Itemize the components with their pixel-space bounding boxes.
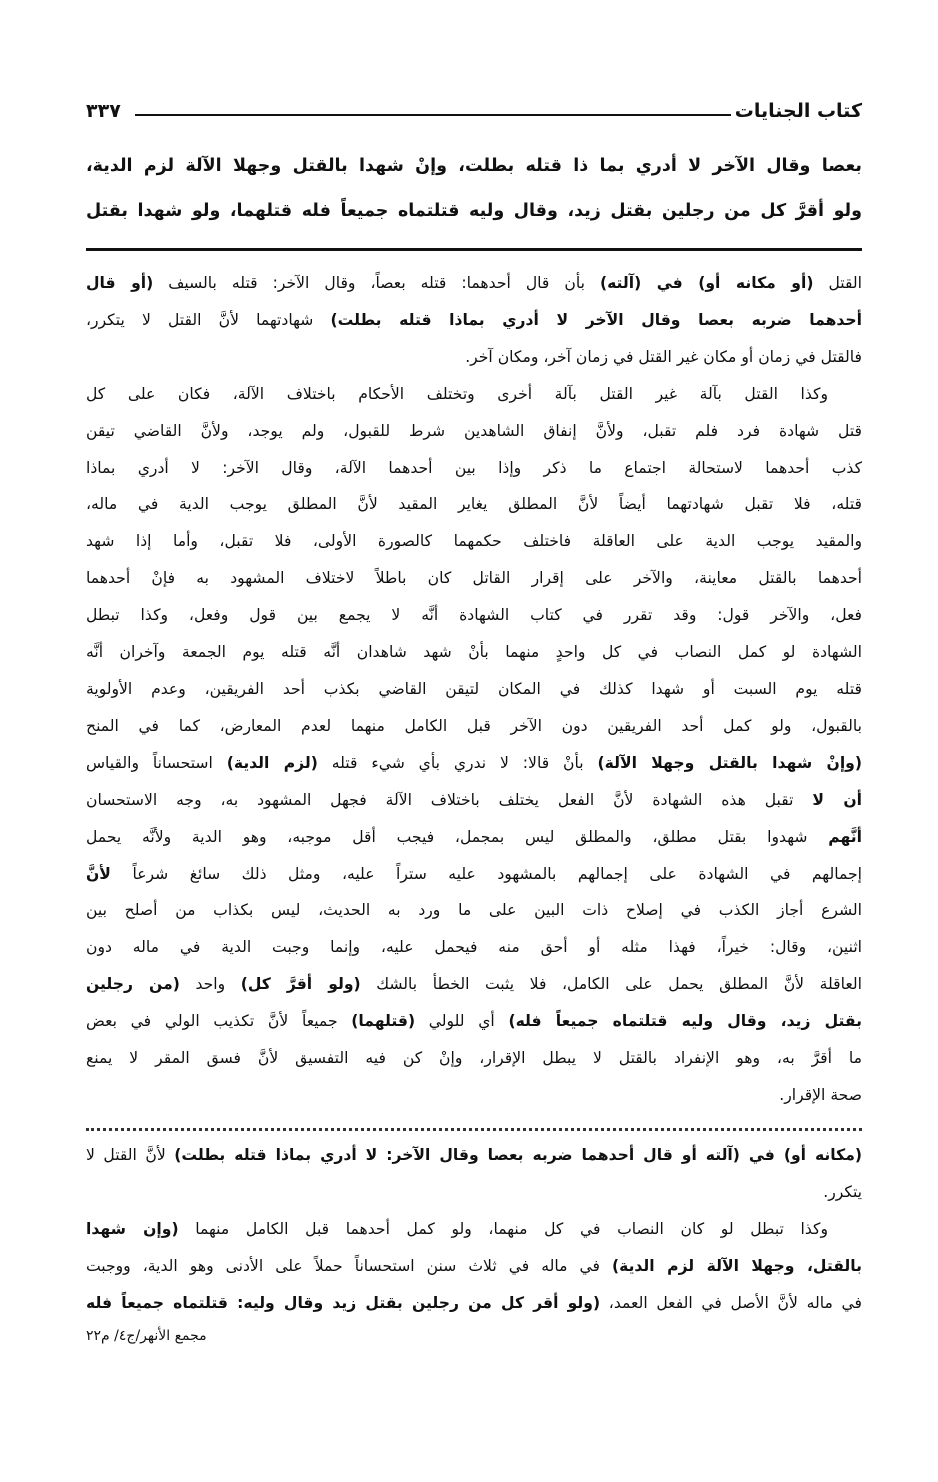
text-segment: قتله، فلا تقبل شهادتهما أيضاً لأنَّ المطلق يغاير المقيد لأنَّ المطلق يوجب الدية في ماله، <box>86 495 862 514</box>
text-segment: أي للولي <box>415 1012 509 1031</box>
text-line <box>86 1003 862 1040</box>
text-segment: بالقبول، ولو كمل أحد الفريقين دون الآخر قبل الكامل منهما لعدم المعارض، كما في المنح <box>86 716 862 735</box>
text-line <box>86 634 862 671</box>
text-segment: العاقلة لأنَّ المطلق يحمل على الكامل، فلا يثبت الخطأ بالشك <box>360 975 862 994</box>
text-line <box>86 189 862 234</box>
bold-text-segment: لأنَّ <box>86 864 111 883</box>
bold-text-segment: (لزم الدية) <box>226 753 318 772</box>
signature-footer <box>86 1328 862 1344</box>
text-segment: شهادتهما لأنَّ القتل لا يتكرر، <box>86 310 331 329</box>
text-line <box>86 339 862 376</box>
bold-text-segment: (ولو أقر كل من رجلين بقتل زيد وقال وليه: قتلتماه جميعاً فله <box>86 1293 601 1312</box>
text-line <box>86 819 862 856</box>
text-segment: بعصا وقال الآخر لا أدري بما ذا قتله بطلت، وإنْ شهدا بالقتل وجهلا الآلة لزم الدية، <box>86 156 862 176</box>
text-line <box>86 265 862 302</box>
commentary-text <box>86 265 862 1114</box>
bold-text-segment: أن لا <box>812 790 862 809</box>
text-segment: استحساناً والقياس <box>86 753 227 772</box>
text-line <box>86 1077 862 1114</box>
signature-mark: مجمع الأنهر/ج٤/ م٢٢ <box>86 1327 207 1344</box>
bold-text-segment: أحدهما ضربه بعصا وقال الآخر لا أدري بماذا قتله بطلت) <box>330 310 862 329</box>
bold-text-segment: بقتل زيد، وقال وليه قتلتماه جميعاً فله) <box>508 1012 862 1031</box>
text-line <box>86 1040 862 1077</box>
text-segment: يتكرر. <box>823 1182 862 1201</box>
bold-text-segment: أنَّهم <box>828 827 862 846</box>
text-segment: قتله يوم السبت أو شهدا كذلك في المكان لتيقن القاضي بكذب أحد الفريقين، وعدم الأولوية <box>86 679 862 698</box>
text-segment: إجمالهم في الشهادة على إجمالهم بالمشهود عليه ستراً عليه، ومثل ذلك سائغ شرعاً <box>110 864 862 883</box>
text-segment: الشرع أجاز الكذب في إصلاح ذات البين على ما ورد به الحديث، ليس بكذاب من أصلح بين <box>86 901 862 920</box>
text-line <box>86 892 862 929</box>
section-divider <box>86 248 862 251</box>
text-segment: لأنَّ القتل لا <box>86 1145 175 1164</box>
page-number: ٣٣٧ <box>86 100 121 122</box>
text-line <box>86 745 862 782</box>
text-segment: فالقتل في زمان أو مكان غير القتل في زمان آخر، ومكان آخر. <box>465 347 862 366</box>
text-segment: قتل شهادة فرد فلم تقبل، ولأنَّ إنفاق الشاهدين شرط للقبول، ولم يوجد، ولأنَّ القاضي تيقن <box>86 421 862 440</box>
text-line <box>86 1211 862 1248</box>
header-rule <box>135 114 731 116</box>
text-line <box>86 523 862 560</box>
text-line <box>86 486 862 523</box>
text-segment: في ماله لأنَّ الأصل في الفعل العمد، <box>600 1293 862 1312</box>
text-line <box>86 782 862 819</box>
bold-text-segment: (وإنْ شهدا بالقتل وجهلا الآلة) <box>597 753 862 772</box>
text-segment: واحد <box>179 975 241 994</box>
text-segment: تقبل هذه الشهادة لأنَّ الفعل يختلف باختلاف الآلة فجهل المشهود به، وجه الاستحسان <box>86 790 813 809</box>
bold-text-segment: (مكانه أو) في (آلته أو قال أحدهما ضربه بعصا وقال الآخر: لا أدري بماذا قتله بطلت) <box>174 1145 862 1164</box>
text-line <box>86 144 862 189</box>
bold-text-segment: (أو مكانه أو) في (آلته) <box>599 274 814 292</box>
book-page <box>86 92 862 1344</box>
text-segment: وكذا القتل بآلة غير القتل بآلة أخرى وتختلف الأحكام باختلاف الآلة، فكان على كل <box>86 384 828 403</box>
text-segment: بأن قال أحدهما: قتله بعصاً، وقال الآخر: قتله بالسيف <box>153 274 600 292</box>
text-line <box>86 302 862 339</box>
text-segment: ولو أقرَّ كل من رجلين بقتل زيد، وقال وليه قتلتماه جميعاً فله قتلهما، ولو شهدا بقتل <box>86 201 862 221</box>
secondary-commentary-text <box>86 1137 862 1322</box>
bold-text-segment: بالقتل، وجهلا الآلة لزم الدية) <box>611 1256 862 1275</box>
bold-text-segment: (أو قال <box>86 274 154 292</box>
bold-text-segment: (ولو أقرَّ كل) <box>240 975 361 994</box>
running-header <box>86 92 862 122</box>
text-segment: اثنين، وقال: خيراً، فهذا مثله أو أحق منه فيحمل عليه، وإنما وجبت الدية في ماله دون <box>86 938 862 957</box>
text-line <box>86 560 862 597</box>
text-segment: أحدهما بالقتل معاينة، والآخر على إقرار القاتل كان باطلاً لاختلاف المشهود به فإنْ أحدهما <box>86 569 862 588</box>
text-line <box>86 856 862 893</box>
text-line <box>86 671 862 708</box>
bold-text-segment: (من رجلين <box>86 975 180 994</box>
text-segment: صحة الإقرار. <box>779 1085 862 1104</box>
bold-text-segment: (قتلهما) <box>351 1012 416 1031</box>
text-line <box>86 929 862 966</box>
text-line <box>86 1137 862 1174</box>
matn-text <box>86 144 862 234</box>
dotted-divider <box>86 1128 862 1131</box>
text-line <box>86 1285 862 1322</box>
text-segment: جميعاً لأنَّ تكذيب الولي في بعض <box>86 1012 352 1031</box>
text-line <box>86 966 862 1003</box>
text-segment: بأنْ قالا: لا ندري بأي شيء قتله <box>317 753 598 772</box>
text-segment: والمقيد يوجب الدية على العاقلة فاختلف حكمهما كالصورة الأولى، فلا تقبل، وأما إذا شهد <box>86 532 862 551</box>
bold-text-segment: (وإن شهدا <box>86 1219 179 1238</box>
text-segment: فعل، والآخر قول: وقد تقرر في كتاب الشهادة أنَّه لا يجمع بين قول وفعل، وكذا تبطل <box>86 606 862 625</box>
text-segment: القتل <box>813 274 862 292</box>
text-line <box>86 376 862 413</box>
text-line <box>86 413 862 450</box>
text-segment: الشهادة لو كمل النصاب في كل واحدٍ منهما بأنْ شهد شاهدان أنَّه قتله يوم الجمعة وآخران أنَّه <box>86 643 862 662</box>
text-line <box>86 1174 862 1211</box>
text-segment: وكذا تبطل لو كان النصاب في كل منهما، ولو كمل أحدهما قبل الكامل منهما <box>178 1219 828 1238</box>
text-segment: في ماله في ثلاث سنن استحساناً حملاً على الأدنى وهو الدية، ووجبت <box>86 1256 612 1275</box>
text-segment: شهدوا بقتل مطلق، والمطلق ليس بمجمل، فيجب أقل موجبه، وهو الدية ولأنَّه يحمل <box>86 827 829 846</box>
text-line <box>86 450 862 487</box>
chapter-title: كتاب الجنايات <box>734 100 862 122</box>
text-segment: ما أقرَّ به، وهو الإنفراد بالقتل لا يبطل الإقرار، وإنْ كن فيه التفسيق لأنَّ فسق المقر لا يمنع <box>86 1049 862 1068</box>
text-line <box>86 708 862 745</box>
text-line <box>86 1248 862 1285</box>
text-segment: كذب أحدهما لاستحالة اجتماع ما ذكر وإذا بين أحدهما الآلة، وقال الآخر: لا أدري بماذا <box>86 458 862 477</box>
text-line <box>86 597 862 634</box>
